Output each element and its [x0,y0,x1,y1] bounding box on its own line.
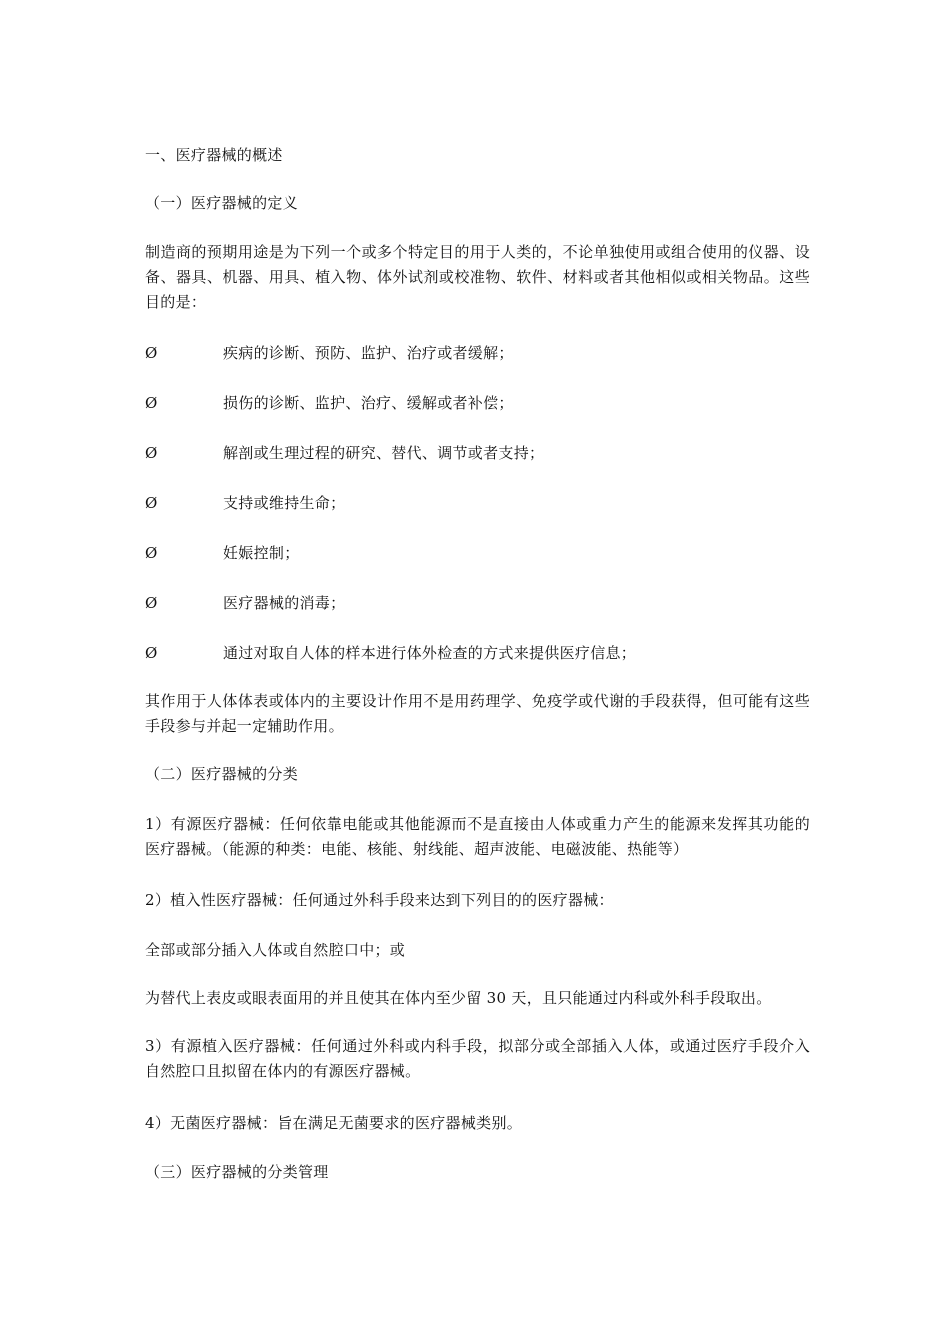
bullet-item: 医疗器械的消毒； [223,594,346,612]
class-1-paragraph: 1）有源医疗器械：任何依靠电能或其他能源而不是直接由人体或重力产生的能源来发挥其功能的医疗器械。（能源的种类：电能、核能、射线能、超声波能、电磁波能、热能等） [145,815,810,858]
bullet-symbol: Ø [145,444,158,462]
definition-paragraph: 制造商的预期用途是为下列一个或多个特定目的用于人类的，不论单独使用或组合使用的仪器、设备、器具、机器、用具、植入物、体外试剂或校准物、软件、材料或者其他相似或相关物品。这些目的是： [145,243,810,311]
class-3-paragraph: 3）有源植入医疗器械：任何通过外科或内科手段，拟部分或全部插入人体，或通过医疗手段介入自然腔口且拟留在体内的有源医疗器械。 [145,1037,810,1080]
subsection-heading-management: （三）医疗器械的分类管理 [145,1163,329,1181]
bullet-symbol: Ø [145,594,158,612]
bullet-item: 支持或维持生命； [223,494,346,512]
class-2-item-a: 全部或部分插入人体或自然腔口中；或 [145,941,406,959]
class-2-paragraph: 2）植入性医疗器械：任何通过外科手段来达到下列目的的医疗器械： [145,891,614,909]
bullet-item: 损伤的诊断、监护、治疗、缓解或者补偿； [223,394,514,412]
bullet-item: 解剖或生理过程的研究、替代、调节或者支持； [223,444,545,462]
subsection-heading-classification: （二）医疗器械的分类 [145,765,299,783]
bullet-item: 通过对取自人体的样本进行体外检查的方式来提供医疗信息； [223,644,637,662]
subsection-heading-definition: （一）医疗器械的定义 [145,194,299,212]
bullet-symbol: Ø [145,344,158,362]
bullet-item: 疾病的诊断、预防、监护、治疗或者缓解； [223,344,514,362]
bullet-symbol: Ø [145,544,158,562]
bullet-symbol: Ø [145,394,158,412]
class-2-item-b: 为替代上表皮或眼表面用的并且使其在体内至少留 30 天，且只能通过内科或外科手段取出。 [145,989,772,1007]
bullet-item: 妊娠控制； [223,544,300,562]
bullet-symbol: Ø [145,494,158,512]
effect-paragraph: 其作用于人体体表或体内的主要设计作用不是用药理学、免疫学或代谢的手段获得，但可能有这些手段参与并起一定辅助作用。 [145,692,810,735]
bullet-symbol: Ø [145,644,158,662]
section-heading-overview: 一、医疗器械的概述 [145,146,283,164]
class-4-paragraph: 4）无菌医疗器械：旨在满足无菌要求的医疗器械类别。 [145,1114,523,1132]
